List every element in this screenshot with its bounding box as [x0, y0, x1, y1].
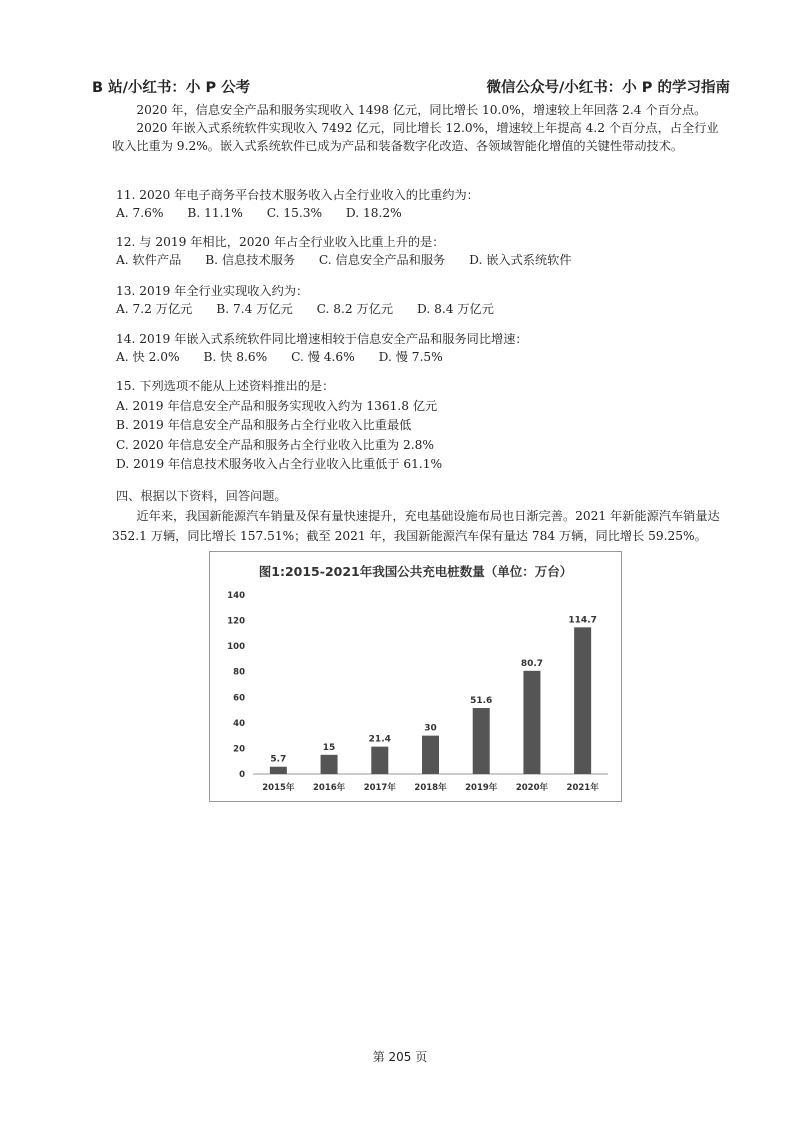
question-stem: 15. 下列选项不能从上述资料推出的是： [116, 379, 335, 393]
y-tick-label: 0 [239, 770, 245, 780]
x-tick-label: 2021年 [566, 783, 599, 793]
question-stem: 14. 2019 年嵌入式系统软件同比增速相较于信息安全产品和服务同比增速： [116, 332, 528, 346]
question-12 [116, 233, 726, 269]
data-label: 80.7 [520, 658, 544, 669]
bar [270, 767, 287, 774]
option: A. 快 2.0% [116, 350, 180, 364]
x-tick-label: 2019年 [465, 783, 498, 793]
section-heading: 四、根据以下资料，回答问题。 [116, 489, 287, 503]
y-tick-label: 20 [233, 744, 245, 755]
intro-text [112, 101, 722, 155]
option: C. 15.3% [266, 206, 323, 220]
section-4 [112, 486, 732, 546]
option: C. 慢 4.6% [291, 350, 355, 364]
chart-title: 图1:2015-2021年我国公共充电桩数量（单位：万台） [258, 564, 573, 579]
y-tick-label: 100 [227, 642, 245, 653]
data-label: 114.7 [568, 615, 597, 626]
y-tick-label: 60 [233, 693, 245, 704]
bar-chart [209, 551, 622, 802]
y-tick-label: 120 [227, 616, 245, 627]
question-stem: 12. 与 2019 年相比，2020 年占全行业收入比重上升的是： [116, 235, 445, 249]
option: D. 8.4 万亿元 [417, 302, 494, 316]
option: C. 2020 年信息安全产品和服务占全行业收入比重为 2.8% [116, 437, 434, 452]
question-options [116, 251, 726, 269]
header-left: B 站/小红书：小 P 公考 [92, 80, 251, 96]
x-tick-label: 2020年 [515, 783, 549, 793]
option: D. 嵌入式系统软件 [469, 253, 572, 267]
question-options [116, 204, 726, 222]
question-stem: 13. 2019 年全行业实现收入约为： [116, 284, 309, 298]
option: C. 信息安全产品和服务 [318, 253, 446, 267]
y-tick-label: 40 [233, 718, 245, 729]
question-11 [116, 186, 726, 222]
data-label: 51.6 [470, 696, 493, 707]
data-label: 21.4 [368, 734, 391, 745]
option: A. 2019 年信息安全产品和服务实现收入约为 1361.8 亿元 [116, 398, 438, 413]
option: D. 18.2% [345, 206, 402, 220]
bar [574, 627, 591, 774]
question-13 [116, 282, 726, 318]
section-text: 近年来，我国新能源汽车销量及保有量快速提升，充电基础设施布局也日渐完善。2021 年新能源汽车销量达 352.1 万辆，同比增长 157.51%；截至 2021 年，我国新能源汽车保有量达 784 万辆，同比增长 59.25%。 [112, 509, 720, 543]
question-stem: 11. 2020 年电子商务平台技术服务收入占全行业收入的比重约为： [116, 188, 479, 202]
paragraph: 2020 年，信息安全产品和服务实现收入 1498 亿元，同比增长 10.0%，增速较上年回落 2.4 个百分点。 [136, 103, 707, 117]
page-number: 第 205 页 [372, 1050, 428, 1064]
data-label: 15 [322, 742, 336, 753]
option: B. 信息技术服务 [205, 253, 296, 267]
bar [422, 736, 439, 774]
x-tick-label: 2016年 [312, 783, 346, 793]
option: D. 2019 年信息技术服务收入占全行业收入比重低于 61.1% [116, 457, 443, 471]
paragraph: 2020 年嵌入式系统软件实现收入 7492 亿元，同比增长 12.0%，增速较上年提高 4.2 个百分点，占全行业收入比重为 9.2%。嵌入式系统软件已成为产品和装备数字化改造、各领域智能化增值的关键性带动技术。 [112, 121, 719, 153]
bar [473, 708, 490, 774]
question-options [116, 300, 726, 318]
y-tick-label: 80 [233, 667, 245, 678]
option: A. 7.2 万亿元 [116, 302, 193, 316]
question-15 [116, 377, 726, 475]
option: A. 7.6% [116, 206, 164, 220]
y-tick-label: 140 [227, 591, 245, 601]
option: D. 慢 7.5% [378, 350, 443, 364]
bar [321, 755, 338, 774]
question-options [116, 348, 726, 366]
x-tick-label: 2017年 [363, 783, 396, 793]
option: C. 8.2 万亿元 [316, 302, 394, 316]
bar [371, 747, 388, 774]
option: B. 快 8.6% [203, 350, 268, 364]
bar [523, 671, 540, 774]
option: B. 7.4 万亿元 [216, 302, 293, 316]
x-tick-label: 2018年 [414, 783, 447, 793]
option: B. 2019 年信息安全产品和服务占全行业收入比重最低 [116, 418, 412, 432]
header-right: 微信公众号/小红书：小 P 的学习指南 [486, 80, 730, 96]
question-14 [116, 330, 726, 366]
option: B. 11.1% [187, 206, 243, 220]
option: A. 软件产品 [116, 253, 182, 267]
chart-plot [210, 552, 621, 801]
x-tick-label: 2015年 [262, 783, 295, 793]
data-label: 30 [424, 723, 437, 734]
data-label: 5.7 [270, 754, 287, 765]
